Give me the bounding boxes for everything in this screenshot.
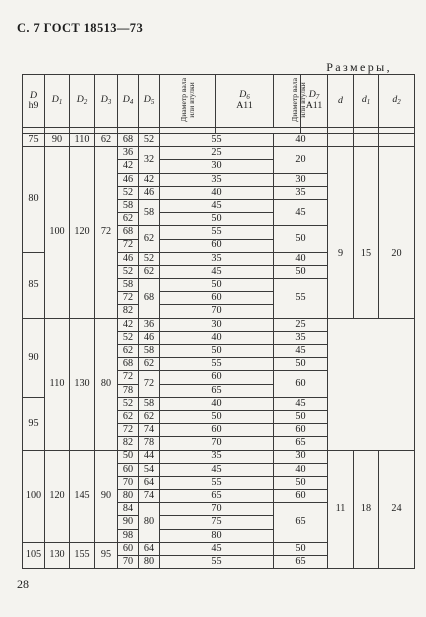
cell-d4: 58 — [118, 279, 139, 292]
cell-d4: 72 — [118, 239, 139, 252]
cell-d4: 62 — [118, 213, 139, 226]
cell-d6: 65 — [274, 437, 328, 450]
cell-shaft: 70 — [160, 437, 274, 450]
cell-d-small: 9 — [328, 147, 354, 318]
cell-d-small: 11 — [328, 450, 354, 569]
cell-d: 85 — [23, 252, 45, 318]
cell-d1: 110 — [45, 318, 70, 450]
cell-d6: 40 — [274, 252, 328, 265]
cell-shaft: 40 — [160, 186, 274, 199]
cell-shaft: 35 — [160, 252, 274, 265]
cell-d5: 52 — [139, 252, 160, 265]
header-d7: $D_7$ A11 — [301, 75, 328, 128]
cell-d4: 82 — [118, 437, 139, 450]
cell-shaft: 55 — [160, 226, 274, 239]
cell-shaft: 45 — [160, 265, 274, 278]
cell-d4: 98 — [118, 529, 139, 542]
cell-d5: 68 — [139, 279, 160, 319]
cell-shaft: 55 — [160, 556, 274, 569]
cell-d2-small: 20 — [379, 147, 415, 318]
cell-shaft: 65 — [160, 490, 274, 503]
cell-d4: 46 — [118, 173, 139, 186]
cell-d6: 50 — [274, 226, 328, 252]
cell-d1-small — [354, 134, 379, 147]
cell-d: 90 — [23, 318, 45, 397]
cell-shaft: 60 — [160, 371, 274, 384]
cell-d6: 45 — [274, 345, 328, 358]
cell-d5: 80 — [139, 556, 160, 569]
dimensions-table — [22, 74, 415, 569]
cell-d: 75 — [23, 134, 45, 147]
cell-d4: 60 — [118, 463, 139, 476]
cell-d1: 90 — [45, 134, 70, 147]
cell-d5: 36 — [139, 318, 160, 331]
cell-d5: 64 — [139, 476, 160, 489]
cell-d6: 20 — [274, 147, 328, 173]
cell-d4: 68 — [118, 226, 139, 239]
cell-d1-small: 18 — [354, 450, 379, 569]
cell-d6: 50 — [274, 476, 328, 489]
header-d2-small: $d_2$ — [379, 75, 415, 128]
cell-shaft: 80 — [160, 529, 274, 542]
cell-d5: 46 — [139, 186, 160, 199]
cell-d5: 52 — [139, 134, 160, 147]
page-header: С. 7 ГОСТ 18513—73 — [17, 21, 144, 35]
cell-d6: 65 — [274, 556, 328, 569]
cell-d5: 32 — [139, 147, 160, 173]
cell-shaft: 50 — [160, 213, 274, 226]
header-shaft-diameter-2: Диаметр вала или втулки — [274, 75, 301, 128]
cell-shaft: 55 — [160, 134, 274, 147]
cell-d2: 130 — [70, 318, 95, 450]
cell-d5: 62 — [139, 410, 160, 423]
cell-d3: 80 — [95, 318, 118, 450]
cell-shaft: 30 — [160, 160, 274, 173]
cell-d6: 50 — [274, 358, 328, 371]
cell-d6: 30 — [274, 173, 328, 186]
cell-d6: 45 — [274, 199, 328, 225]
cell-shaft: 60 — [160, 239, 274, 252]
header-d3: $D_3$ — [95, 75, 118, 128]
cell-d5: 58 — [139, 397, 160, 410]
cell-d5: 72 — [139, 371, 160, 397]
cell-d5: 58 — [139, 345, 160, 358]
cell-d3: 95 — [95, 542, 118, 568]
cell-d5: 80 — [139, 503, 160, 543]
cell-d5: 42 — [139, 173, 160, 186]
cell-d6: 60 — [274, 490, 328, 503]
cell-d6: 40 — [274, 463, 328, 476]
cell-shaft: 40 — [160, 331, 274, 344]
cell-shaft: 70 — [160, 305, 274, 318]
cell-d4: 50 — [118, 450, 139, 463]
cell-d2-small — [379, 134, 415, 147]
cell-d4: 52 — [118, 186, 139, 199]
cell-d4: 46 — [118, 252, 139, 265]
cell-d5: 58 — [139, 199, 160, 225]
cell-d5: 74 — [139, 490, 160, 503]
cell-d4: 52 — [118, 265, 139, 278]
cell-shaft: 40 — [160, 397, 274, 410]
cell-d6: 35 — [274, 331, 328, 344]
cell-d1: 130 — [45, 542, 70, 568]
table-row — [23, 318, 415, 331]
cell-d: 95 — [23, 397, 45, 450]
cell-d4: 60 — [118, 542, 139, 555]
cell-d4: 68 — [118, 358, 139, 371]
cell-d5: 46 — [139, 331, 160, 344]
cell-d4: 58 — [118, 199, 139, 212]
cell-d2-small: 24 — [379, 450, 415, 569]
cell-d: 105 — [23, 542, 45, 568]
cell-d1-small: 15 — [354, 147, 379, 318]
cell-shaft: 75 — [160, 516, 274, 529]
cell-d-small — [328, 134, 354, 147]
cell-shaft: 70 — [160, 503, 274, 516]
table-frame — [22, 74, 402, 567]
cell-shaft: 35 — [160, 450, 274, 463]
cell-d5: 62 — [139, 226, 160, 252]
cell-d4: 72 — [118, 424, 139, 437]
table-row — [23, 134, 415, 147]
cell-shaft: 45 — [160, 463, 274, 476]
cell-d5: 62 — [139, 358, 160, 371]
header-d-outer: D h9 — [23, 75, 45, 128]
cell-d6: 45 — [274, 397, 328, 410]
cell-d2: 120 — [70, 147, 95, 318]
cell-shaft: 50 — [160, 410, 274, 423]
header-d-small: d — [328, 75, 354, 128]
cell-shaft: 25 — [160, 147, 274, 160]
cell-shaft: 30 — [160, 318, 274, 331]
cell-d: 100 — [23, 450, 45, 542]
cell-d4: 68 — [118, 134, 139, 147]
cell-shaft: 50 — [160, 345, 274, 358]
cell-d6: 65 — [274, 503, 328, 543]
cell-d6: 35 — [274, 186, 328, 199]
cell-d4: 80 — [118, 490, 139, 503]
cell-shaft: 60 — [160, 424, 274, 437]
header-d4: $D_4$ — [118, 75, 139, 128]
cell-d4: 82 — [118, 305, 139, 318]
table-row — [23, 147, 415, 160]
header-d1-small: $d_1$ — [354, 75, 379, 128]
units-note: Размеры, — [326, 60, 392, 74]
cell-d6: 50 — [274, 410, 328, 423]
cell-d5: 54 — [139, 463, 160, 476]
cell-d4: 90 — [118, 516, 139, 529]
cell-d6: 30 — [274, 450, 328, 463]
cell-d5: 64 — [139, 542, 160, 555]
cell-d3: 72 — [95, 147, 118, 318]
cell-shaft: 45 — [160, 199, 274, 212]
cell-d4: 62 — [118, 345, 139, 358]
cell-d4: 42 — [118, 160, 139, 173]
cell-d5: 78 — [139, 437, 160, 450]
cell-d4: 52 — [118, 397, 139, 410]
cell-shaft: 45 — [160, 542, 274, 555]
cell-d1: 100 — [45, 147, 70, 318]
cell-shaft: 50 — [160, 279, 274, 292]
cell-d6: 50 — [274, 542, 328, 555]
cell-d: 80 — [23, 147, 45, 253]
cell-d4: 62 — [118, 410, 139, 423]
cell-d2: 145 — [70, 450, 95, 542]
cell-d4: 42 — [118, 318, 139, 331]
cell-d5: 74 — [139, 424, 160, 437]
cell-shaft: 65 — [160, 384, 274, 397]
cell-d4: 70 — [118, 556, 139, 569]
cell-shaft: 55 — [160, 476, 274, 489]
header-shaft-diameter-1: Диаметр вала или втулки — [160, 75, 216, 128]
cell-shaft: 35 — [160, 173, 274, 186]
header-d6: $D_6$ A11 — [216, 75, 274, 128]
cell-shaft: 55 — [160, 358, 274, 371]
header-d1: $D_1$ — [45, 75, 70, 128]
cell-d6: 25 — [274, 318, 328, 331]
cell-d3: 62 — [95, 134, 118, 147]
cell-d4: 72 — [118, 371, 139, 384]
cell-d5: 44 — [139, 450, 160, 463]
cell-d4: 84 — [118, 503, 139, 516]
cell-d1: 120 — [45, 450, 70, 542]
cell-d2: 155 — [70, 542, 95, 568]
cell-d6: 50 — [274, 265, 328, 278]
cell-d4: 70 — [118, 476, 139, 489]
cell-shaft: 60 — [160, 292, 274, 305]
table-row — [23, 450, 415, 463]
page-number: 28 — [17, 577, 29, 591]
cell-d4: 36 — [118, 147, 139, 160]
cell-d6: 55 — [274, 279, 328, 319]
cell-d4: 52 — [118, 331, 139, 344]
cell-d5: 62 — [139, 265, 160, 278]
cell-d3: 90 — [95, 450, 118, 542]
header-row — [23, 75, 415, 128]
cell-d6: 60 — [274, 371, 328, 397]
header-d5: $D_5$ — [139, 75, 160, 128]
cell-d2: 110 — [70, 134, 95, 147]
header-d2: $D_2$ — [70, 75, 95, 128]
cell-d4: 78 — [118, 384, 139, 397]
cell-d6: 40 — [274, 134, 328, 147]
cell-d6: 60 — [274, 424, 328, 437]
cell-d4: 72 — [118, 292, 139, 305]
